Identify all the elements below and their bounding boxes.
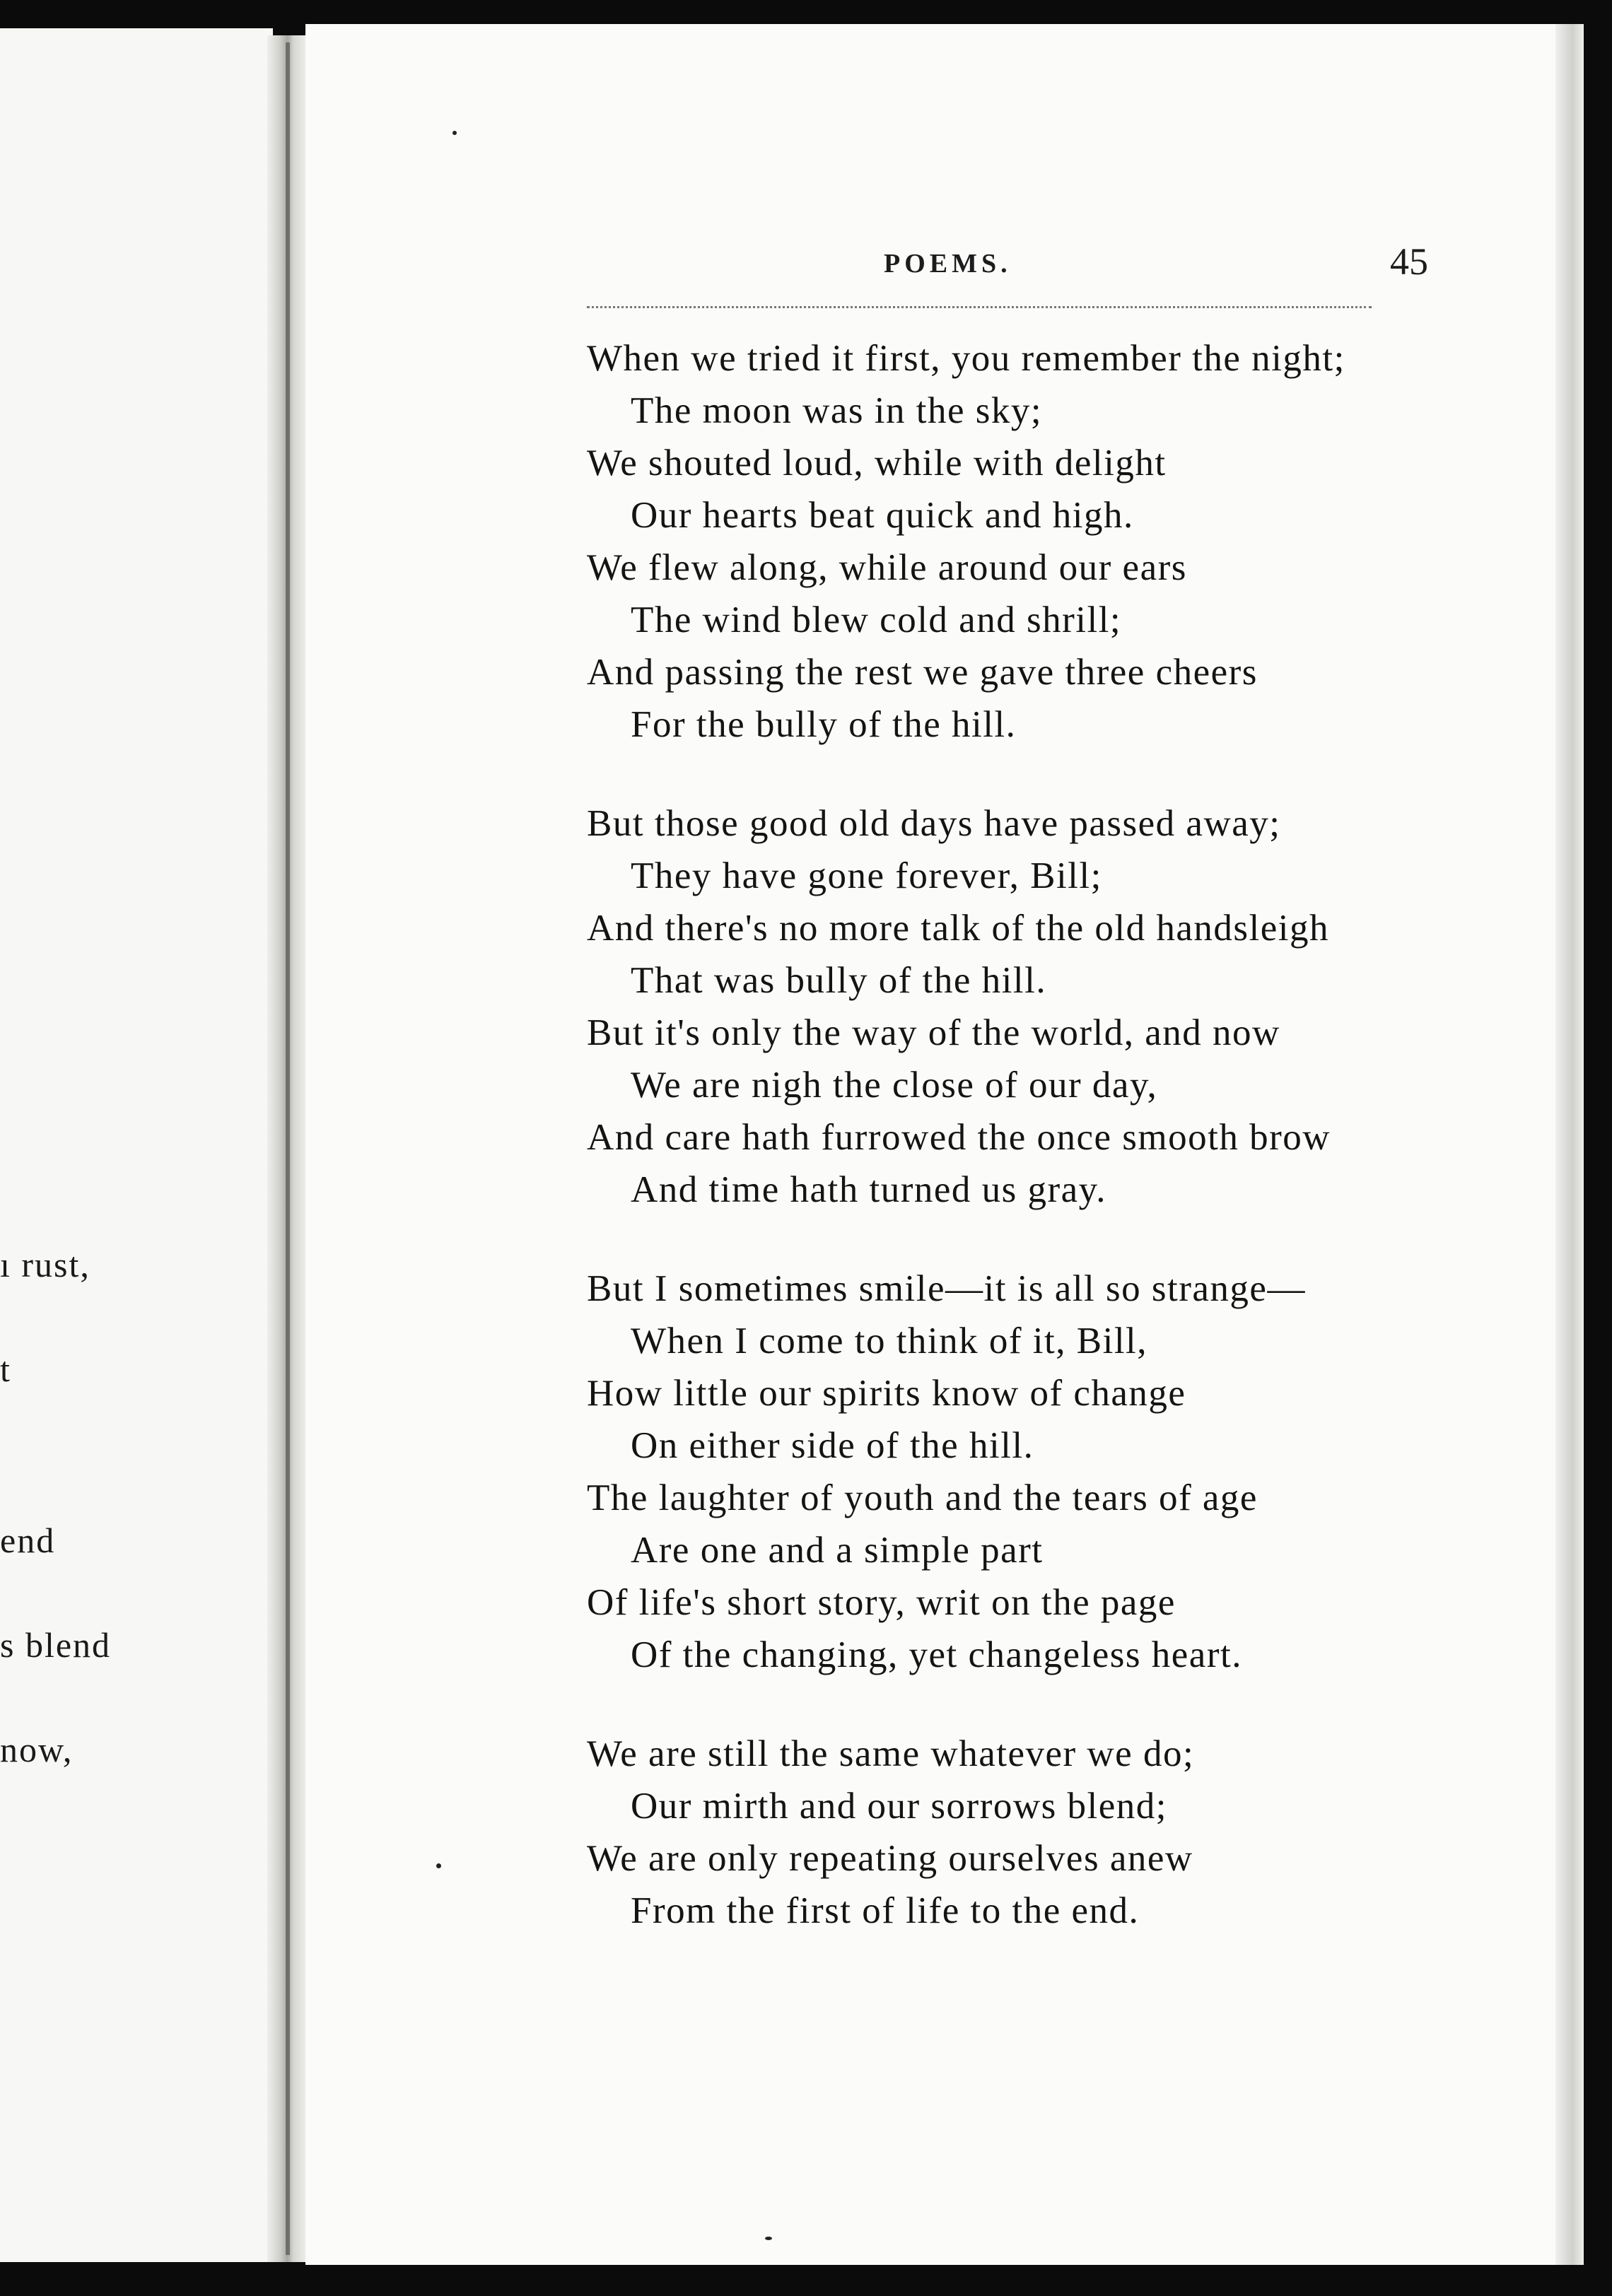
poem-line: But I sometimes smile—it is all so strange— [587, 1268, 1306, 1309]
page-header [778, 240, 1442, 293]
poem-line: And time hath turned us gray. [631, 1169, 1106, 1210]
poem-line: And passing the rest we gave three cheers [587, 652, 1258, 693]
poem-line: The laughter of youth and the tears of age [587, 1477, 1258, 1518]
poem-line: Are one and a simple part [631, 1530, 1044, 1571]
poem-line: That was bully of the hill. [631, 960, 1047, 1001]
poem-line: The wind blew cold and shrill; [631, 599, 1122, 640]
binding-thread [286, 42, 290, 2255]
poem-line: When we tried it first, you remember the night; [587, 338, 1345, 379]
stanza-4 [587, 1728, 1464, 1937]
poem-line: Our mirth and our sorrows blend; [631, 1786, 1167, 1827]
poem-line: We are still the same whatever we do; [587, 1733, 1195, 1774]
stanza-1 [587, 332, 1464, 751]
left-fragment-3: end [0, 1521, 56, 1560]
poem-body [587, 332, 1464, 1984]
poem-line: When I come to think of it, Bill, [631, 1320, 1148, 1361]
page-edge-shadow [1555, 24, 1584, 2265]
header-rule [587, 306, 1372, 308]
page-number: 45 [1390, 240, 1428, 283]
left-fragment-2: t [0, 1349, 11, 1389]
poem-line: And care hath furrowed the once smooth brow [587, 1117, 1331, 1158]
running-head: POEMS. [884, 249, 1012, 279]
poem-line: We are only repeating ourselves anew [587, 1838, 1193, 1879]
poem-line: But those good old days have passed away; [587, 803, 1281, 844]
print-speck [765, 2237, 772, 2240]
poem-line: They have gone forever, Bill; [631, 855, 1102, 896]
poem-line: From the first of life to the end. [631, 1890, 1140, 1931]
left-fragment-5: now, [0, 1730, 74, 1769]
poem-line: For the bully of the hill. [631, 704, 1017, 745]
poem-line: On either side of the hill. [631, 1425, 1034, 1466]
poem-line: We flew along, while around our ears [587, 547, 1187, 588]
stanza-2 [587, 797, 1464, 1216]
poem-line: We are nigh the close of our day, [631, 1065, 1158, 1106]
poem-line: Of life's short story, writ on the page [587, 1582, 1176, 1623]
left-fragment-1: ı rust, [0, 1245, 90, 1284]
poem-line: Our hearts beat quick and high. [631, 495, 1134, 536]
poem-line: Of the changing, yet changeless heart. [631, 1634, 1242, 1675]
previous-page [0, 28, 273, 2262]
poem-line: How little our spirits know of change [587, 1373, 1186, 1414]
print-speck [436, 1863, 441, 1868]
poem-line: We shouted loud, while with delight [587, 443, 1167, 484]
poem-line: But it's only the way of the world, and now [587, 1012, 1280, 1053]
left-fragment-4: s blend [0, 1625, 112, 1665]
stanza-3 [587, 1263, 1464, 1681]
poem-line: And there's no more talk of the old handsleigh [587, 908, 1329, 949]
poem-line: The moon was in the sky; [631, 390, 1043, 431]
print-speck [452, 131, 457, 135]
